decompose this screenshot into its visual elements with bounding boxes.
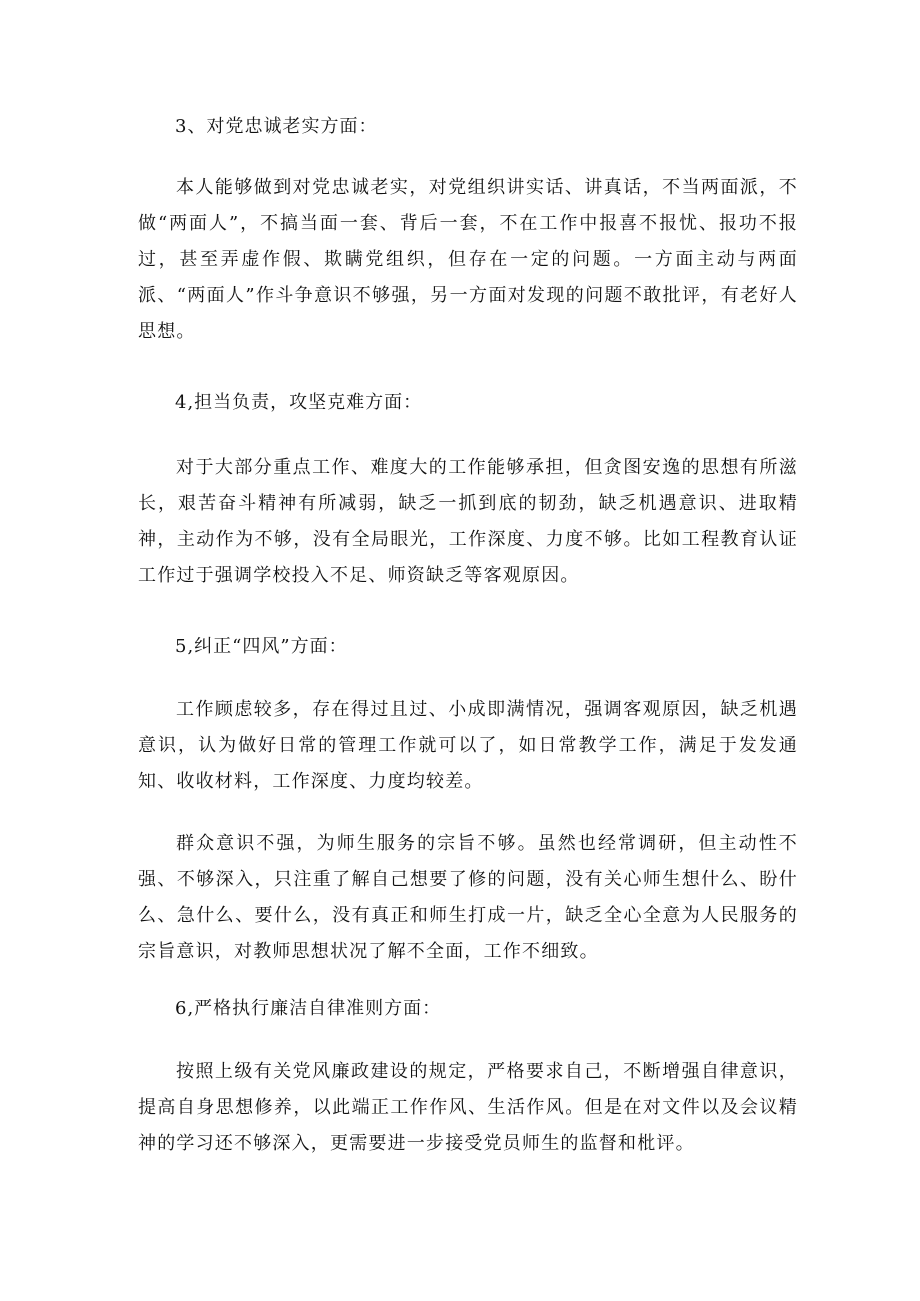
section-5-paragraph-2: 群众意识不强，为师生服务的宗旨不够。虽然也经常调研，但主动性不强、不够深入，只注重了解自己想要了修的问题，没有关心师生想什么、盼什么、急什么、要什么，没有真正和师生打成一片，缺乏全心全意为人民服务的宗旨意识，对教师思想状况了解不全面，工作不细致。	[138, 833, 798, 962]
section-heading-3: 3、对党忠诚老实方面：	[175, 116, 378, 137]
section-heading-6: 6,严格执行廉洁自律准则方面：	[175, 998, 442, 1019]
section-heading-4: 4,担当负责，攻坚克难方面：	[175, 392, 423, 413]
section-3-paragraph: 本人能够做到对党忠诚老实，对党组织讲实话、讲真话，不当两面派，不做“两面人”，不搞当面一套、背后一套，不在工作中报喜不报忧、报功不报过，甚至弄虚作假、欺瞒党组织，但存在一定的问题。一方面主动与两面派、“两面人”作斗争意识不够强，另一方面对发现的问题不敢批评，有老好人思想。	[138, 177, 798, 342]
section-5-paragraph-1: 工作顾虑较多，存在得过且过、小成即满情况，强调客观原因，缺乏机遇意识，认为做好日常的管理工作就可以了，如日常教学工作，满足于发发通知、收收材料，工作深度、力度均较差。	[138, 699, 798, 792]
section-4-paragraph: 对于大部分重点工作、难度大的工作能够承担，但贪图安逸的思想有所滋长，艰苦奋斗精神有所减弱，缺乏一抓到底的韧劲，缺乏机遇意识、进取精神，主动作为不够，没有全局眼光，工作深度、力度不够。比如工程教育认证工作过于强调学校投入不足、师资缺乏等客观原因。	[138, 457, 798, 586]
section-heading-5: 5,纠正“四风”方面：	[175, 636, 348, 657]
section-6-paragraph: 按照上级有关党风廉政建设的规定，严格要求自己，不断增强自律意识，提高自身思想修养，以此端正工作作风、生活作风。但是在对文件以及会议精神的学习还不够深入，更需要进一步接受党员师生的监督和枇评。	[138, 1061, 798, 1154]
